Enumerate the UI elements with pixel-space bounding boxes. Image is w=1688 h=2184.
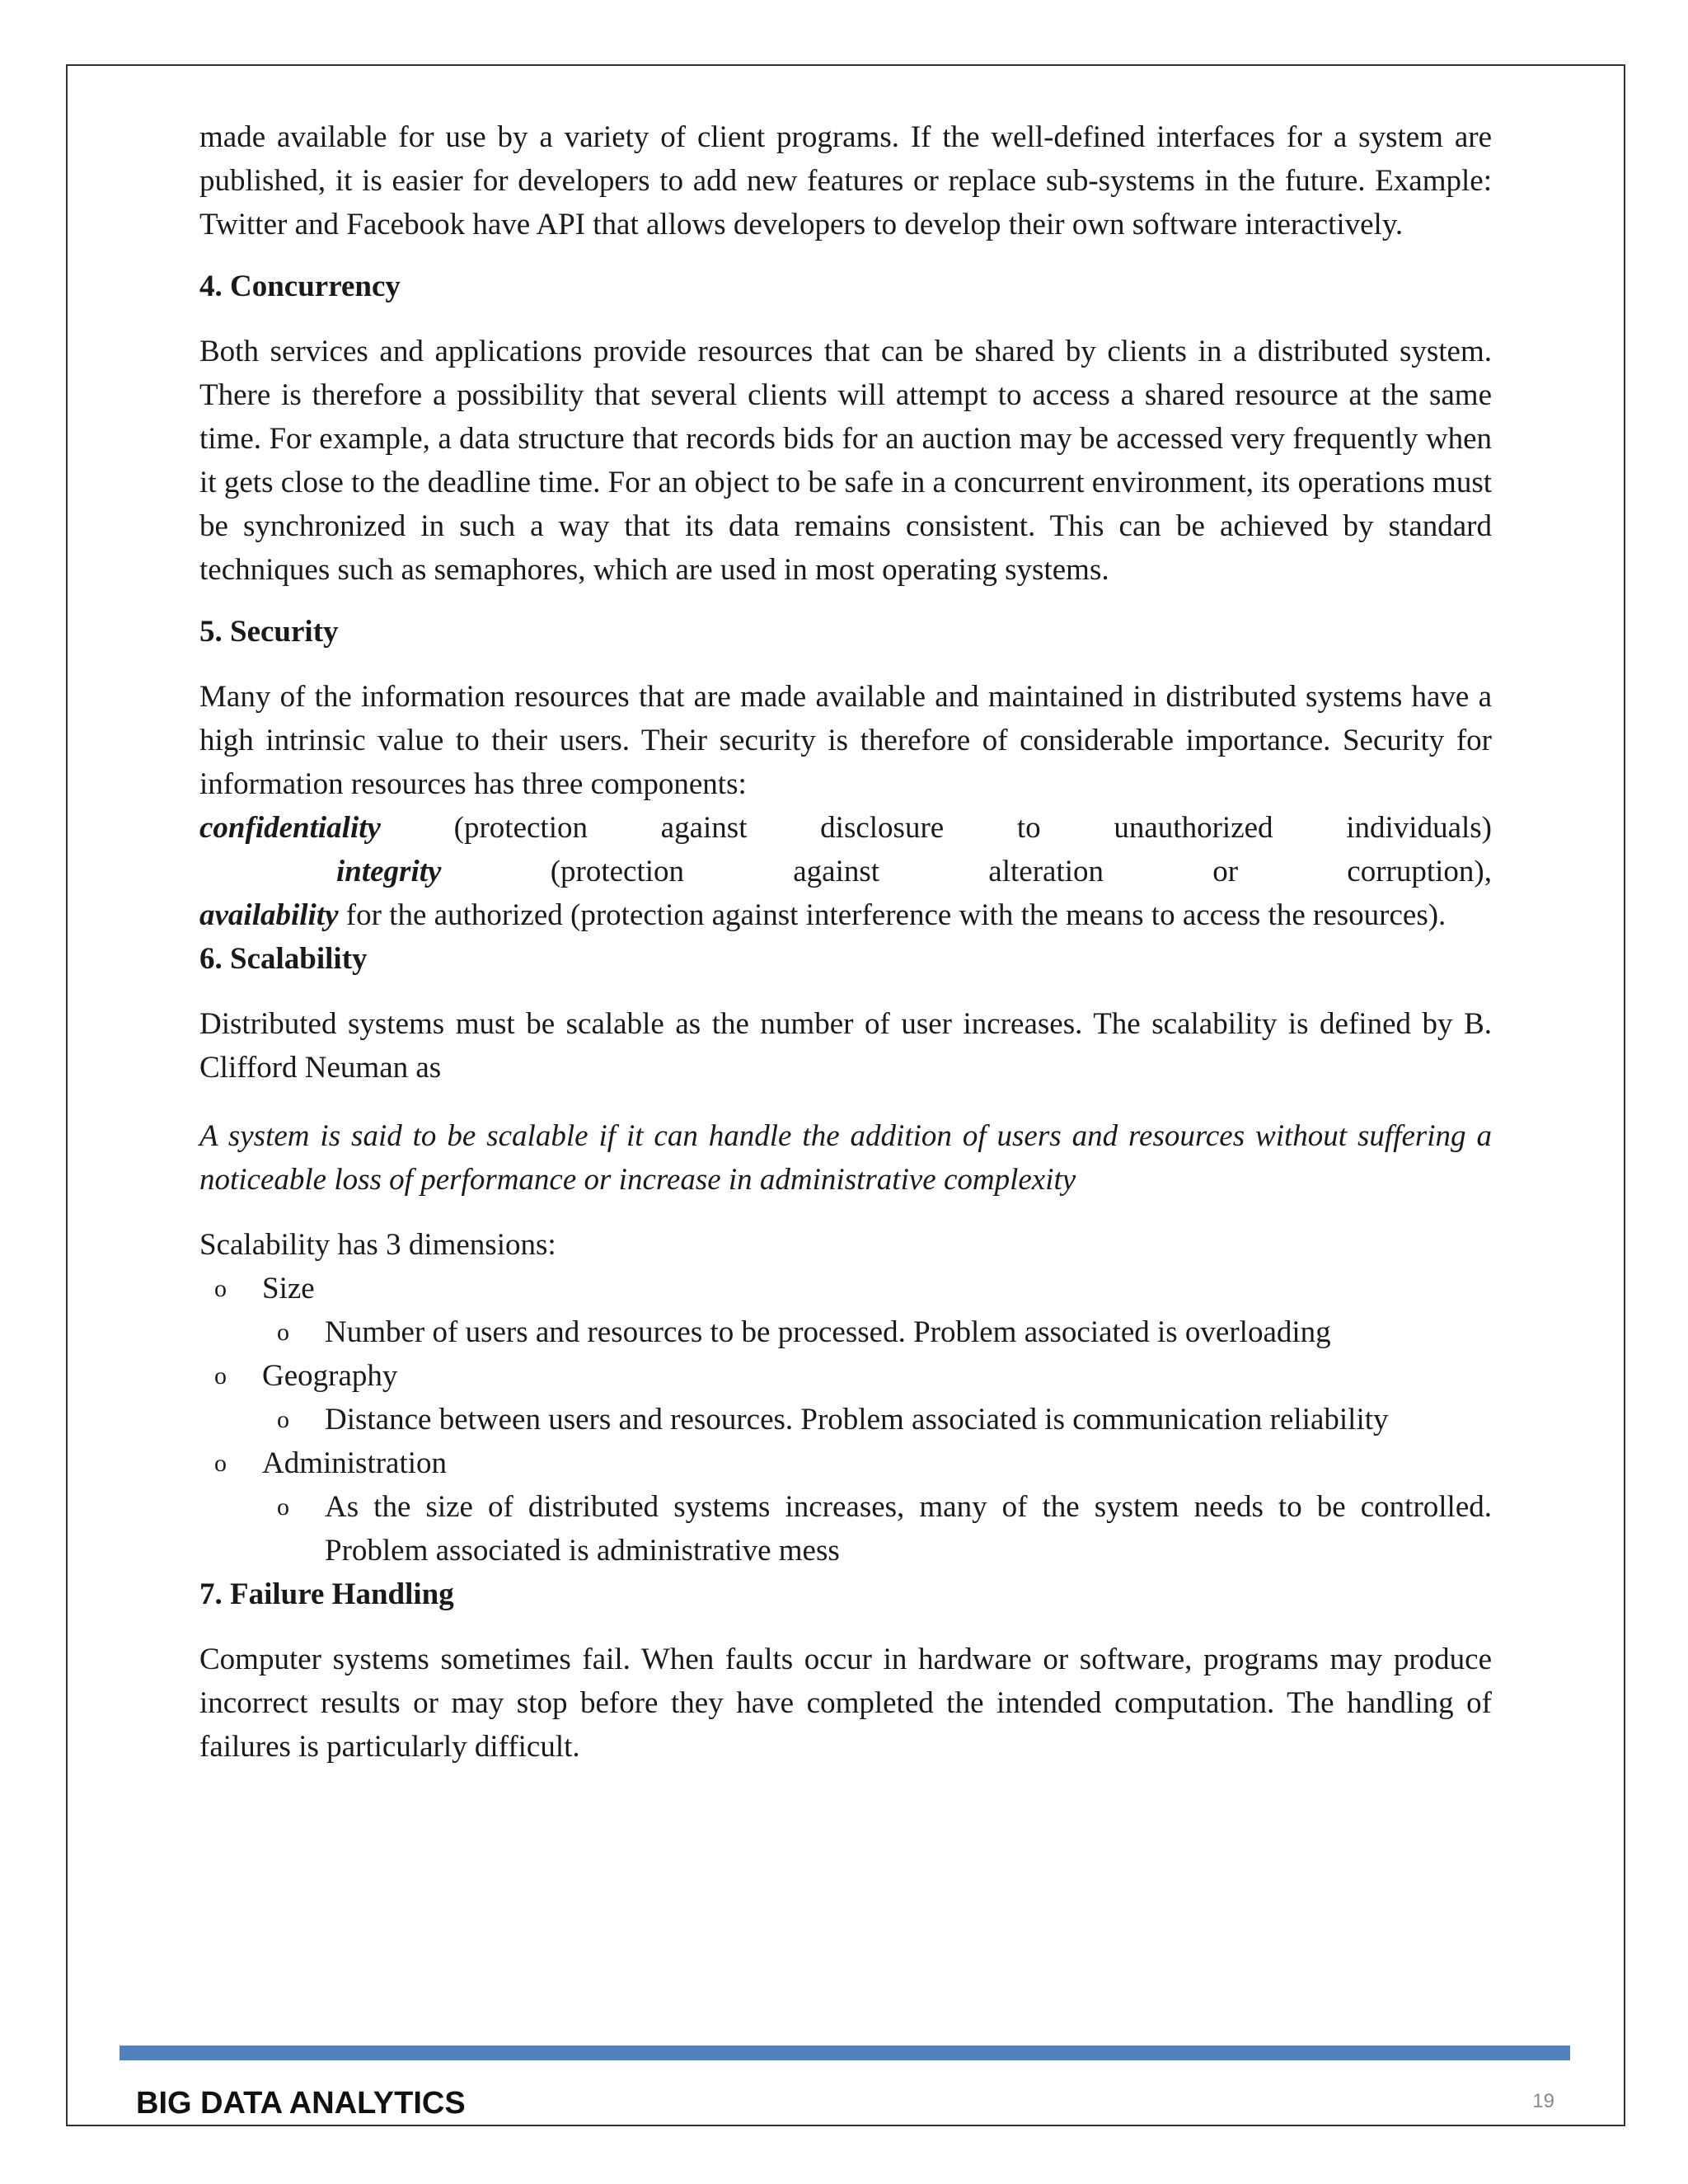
footer-title: BIG DATA ANALYTICS [136,2086,466,2121]
bullet-icon: o [214,1275,227,1302]
dimension-detail: Number of users and resources to be processed. Problem associated is overloading [325,1315,1331,1349]
scalability-paragraph: Distributed systems must be scalable as the number of user increases. The scalability is defined by B. Clifford Neuman as [199,1007,1492,1085]
scalability-quote: A system is said to be scalable if it can handle the addition of users and resources without suffering a noticeable loss of performance or increase in administrative complexity [199,1119,1492,1197]
concurrency-paragraph: Both services and applications provide resources that can be shared by clients in a distributed system. There is therefore a possibility that several clients will attempt to access a shared resource at the same time. For example, a data structure that records bids for an auction may be accessed very frequently when it gets close to the deadline time. For an object to be safe in a concurrent environment, its operations must be synchronized in such a way that its data remains consistent. This can be achieved by standard techniques such as semaphores, which are used in most operating systems. [199,335,1492,587]
dimension-detail: Distance between users and resources. Problem associated is communication reliability [325,1403,1389,1436]
security-availability [199,893,1492,937]
failure-paragraph: Computer systems sometimes fail. When faults occur in hardware or software, programs may produce incorrect results or may stop before they have completed the intended computation. The handling of failures is particularly difficult. [199,1643,1492,1764]
list-item [199,1441,1492,1572]
page-content [199,115,1492,1769]
bullet-icon: o [277,1493,289,1521]
dimension-name: Size [262,1272,315,1305]
availability-term: availability [199,898,339,932]
footer-bar [120,2046,1570,2060]
intro-paragraph: made available for use by a variety of client programs. If the well-defined interfaces for a system are published, it is easier for developers to add new features or replace sub-systems in the future. Example: Twitter and Facebook have API that allows developers to develop their own software interactively. [199,120,1492,241]
security-paragraph [199,675,1492,806]
availability-text: for the authorized (protection against interference with the means to access the resources). [338,898,1447,932]
dimension-name: Geography [262,1359,398,1393]
bullet-icon: o [277,1319,289,1346]
bullet-icon: o [277,1406,289,1433]
list-item [199,1398,1492,1441]
bullet-icon: o [214,1362,227,1390]
failure-heading: 7. Failure Handling [199,1577,454,1611]
security-confidentiality [199,806,1492,850]
list-item [199,1354,1492,1441]
dimension-detail: As the size of distributed systems increases, many of the system needs to be controlled. Problem associated is administrative mess [325,1490,1492,1568]
security-integrity [199,850,1492,893]
dimension-detail-list [199,1485,1492,1572]
list-item [199,1310,1492,1354]
dimension-detail-list [199,1398,1492,1441]
integrity-text: (protection against alteration or corruption), [441,855,1492,888]
scalability-heading: 6. Scalability [199,942,368,976]
bullet-icon: o [214,1450,227,1477]
dimension-detail-list [199,1310,1492,1354]
security-heading: 5. Security [199,615,339,649]
page-number: 19 [1532,2090,1554,2112]
confidentiality-term: confidentiality [199,811,381,845]
confidentiality-text: (protection against disclosure to unauthorized individuals) [380,811,1492,845]
dimension-name: Administration [262,1446,448,1480]
dimensions-list [199,1267,1492,1572]
list-item [199,1267,1492,1354]
concurrency-heading: 4. Concurrency [199,269,401,303]
integrity-term: integrity [336,855,442,888]
scalability-dimensions-intro: Scalability has 3 dimensions: [199,1228,556,1262]
security-intro-text: Many of the information resources that are made available and maintained in distributed systems have a high intrinsic value to their users. Their security is therefore of considerable importance. Security for information resources has three components: [199,680,1492,801]
list-item [199,1485,1492,1572]
